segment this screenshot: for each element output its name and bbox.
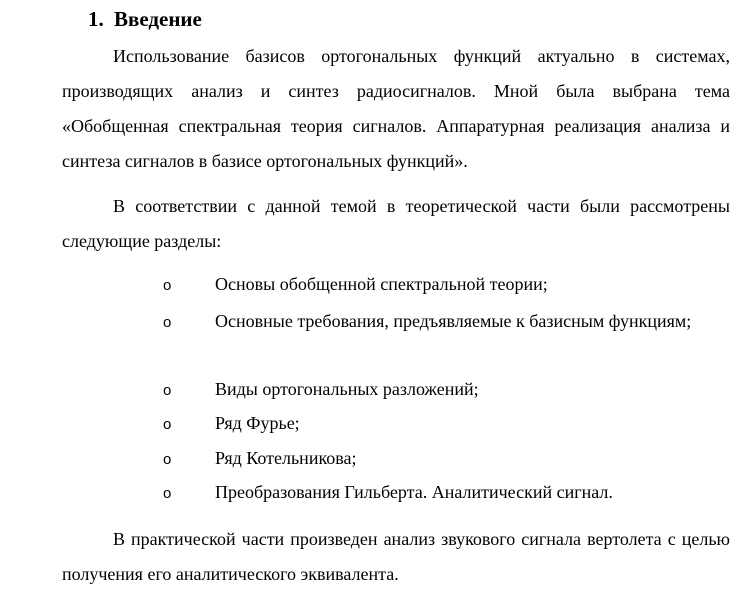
intro-paragraph [62,39,730,179]
list-item [115,373,730,407]
list-item [115,442,730,476]
list-item-text: Основные требования, предъявляемые к базисным функциям; [215,311,692,331]
section-heading [88,5,202,33]
list-item-text: Ряд Фурье; [215,413,300,433]
list-item [115,476,730,510]
paragraph-text: Использование базисов ортогональных функций актуально в системах, производящих анализ и синтез радиосигналов. Мной была выбрана тема «Обобщенная спектральная теория сигналов. Аппаратурная реализация анализа и синтеза сигналов в базисе ортогональных функций». [62,46,730,171]
practice-paragraph [62,522,730,592]
list-item [115,305,730,339]
list-item-text: Виды ортогональных разложений; [215,379,479,399]
bullet-marker: o [163,416,172,433]
bullet-marker: o [163,277,172,294]
bullet-marker: o [163,382,172,399]
paragraph-text: В практической части произведен анализ звукового сигнала вертолета с целью получения его аналитического эквивалента. [62,529,730,584]
theory-paragraph [62,189,730,259]
bullet-marker: o [163,485,172,502]
bullet-marker: o [163,451,172,468]
bullet-marker: o [163,314,172,331]
list-item [115,407,730,441]
list-item-text: Ряд Котельникова; [215,448,357,468]
list-item [115,268,730,302]
list-item-text: Основы обобщенной спектральной теории; [215,274,548,294]
list-item-text: Преобразования Гильберта. Аналитический сигнал. [215,482,613,502]
section-title: Введение [114,7,202,31]
paragraph-text: В соответствии с данной темой в теоретической части были рассмотрены следующие разделы: [62,196,730,251]
section-number: 1. [88,7,104,31]
